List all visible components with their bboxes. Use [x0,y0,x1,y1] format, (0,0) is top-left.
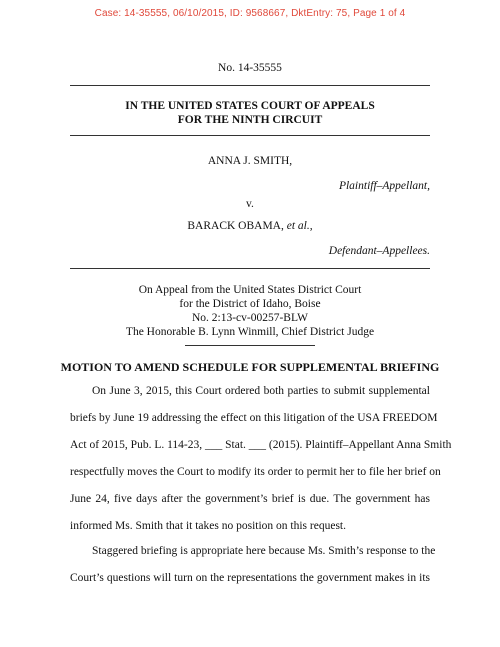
court-name-line-1: IN THE UNITED STATES COURT OF APPEALS [125,100,375,112]
paragraph-2-line: Court’s questions will turn on the representations the government makes in its [70,572,430,584]
versus: v. [246,198,254,210]
caption-rule [70,268,430,269]
court-rule [70,135,430,136]
appeal-line-2: for the District of Idaho, Boise [179,298,321,310]
case-number: No. 14-35555 [218,62,282,74]
defendant-caption [0,220,500,232]
defendant-et-al: et al., [286,220,313,232]
paragraph-1-line: On June 3, 2015, this Court ordered both parties to submit supplemental [92,385,430,397]
paragraph-1-line: respectfully moves the Court to modify its order to permit her to file her brief on [70,466,441,478]
top-rule [70,85,430,86]
defendant-role: Defendant–Appellees. [328,245,430,257]
paragraph-1 [70,378,452,540]
appeal-line-4: The Honorable B. Lynn Winmill, Chief District Judge [125,326,375,338]
plaintiff-name: ANNA J. SMITH, [207,155,293,167]
paragraph-1-line: briefs by June 19 addressing the effect on this litigation of the USA FREEDOM [70,412,438,424]
ecf-header-stamp: Case: 14-35555, 06/10/2015, ID: 9568667, DktEntry: 75, Page 1 of 4 [94,8,406,19]
short-rule [185,345,315,346]
paragraph-1-line: June 24, five days after the government’s brief is due. The government has [70,493,430,505]
appeal-line-3: No. 2:13-cv-00257-BLW [191,312,309,324]
paragraph-2-line: Staggered briefing is appropriate here because Ms. Smith’s response to the [92,545,436,557]
paragraph-1-line: Act of 2015, Pub. L. 114-23, ___ Stat. ___ (2015). Plaintiff–Appellant Anna Smith [70,439,452,451]
motion-title: MOTION TO AMEND SCHEDULE FOR SUPPLEMENTAL BRIEFING [60,360,440,374]
paragraph-2 [70,538,436,592]
court-name-line-2: FOR THE NINTH CIRCUIT [177,114,323,126]
defendant-name: BARACK OBAMA, [187,220,284,232]
appeal-line-1: On Appeal from the United States District Court [138,284,362,296]
paragraph-1-line: informed Ms. Smith that it takes no position on this request. [70,520,346,532]
plaintiff-role: Plaintiff–Appellant, [338,180,430,192]
